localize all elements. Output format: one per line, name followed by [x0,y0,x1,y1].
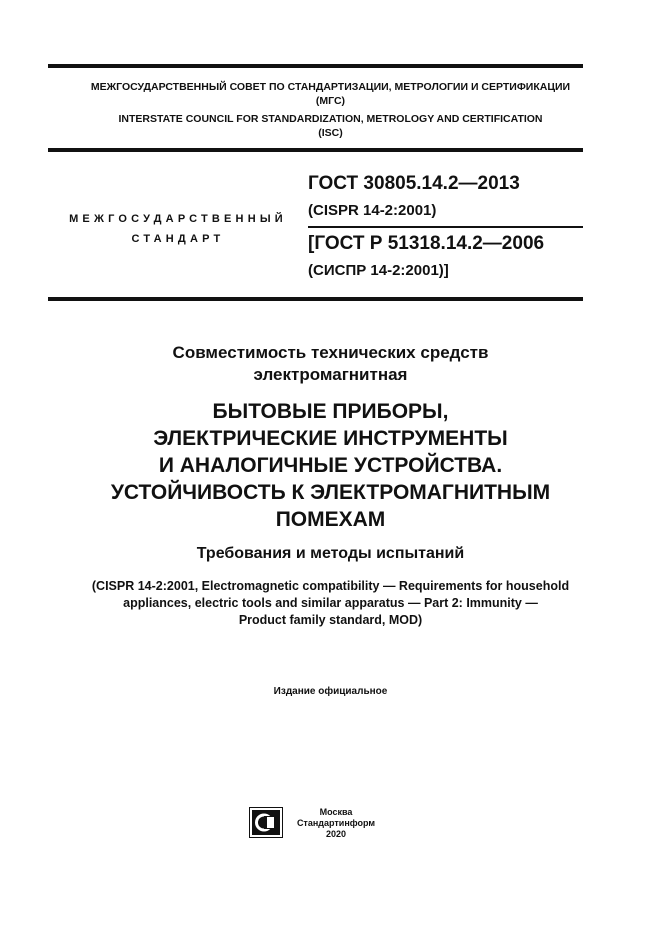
gost-r-number: [ГОСТ Р 51318.14.2—2006 [308,233,545,254]
publisher-name: Стандартинформ [296,818,376,828]
standard-type-line2: СТАНДАРТ [131,233,225,245]
english-title-line: appliances, electric tools and similar apparatus — Part 2: Immunity — [123,596,538,610]
top-rule [48,64,583,68]
standartinform-logo-icon [249,807,283,838]
cispr-ru-reference: (СИСПР 14-2:2001)] [308,262,449,279]
publication-year: 2020 [325,829,347,839]
cispr-reference: (CISPR 14-2:2001) [308,202,437,219]
edition-note: Издание официальное [273,686,388,697]
english-title-line: Product family standard, MOD) [238,613,423,627]
publisher-city: Москва [319,807,353,817]
subtitle-line: Совместимость технических средств [172,343,489,362]
council-name-en: INTERSTATE COUNCIL FOR STANDARDIZATION, METROLOGY AND CERTIFICATION [118,113,543,125]
designation-divider [308,226,583,228]
title-line: И АНАЛОГИЧНЫЕ УСТРОЙСТВА. [158,454,503,477]
document-subtitle [40,342,621,386]
english-title [30,578,631,629]
header-rule [48,148,583,152]
gost-number: ГОСТ 30805.14.2—2013 [308,173,520,194]
standard-type-line1: МЕЖГОСУДАРСТВЕННЫЙ [69,213,287,225]
english-title-line: (CISPR 14-2:2001, Electromagnetic compatibility — Requirements for household [91,579,570,593]
title-line: ПОМЕХАМ [275,508,386,531]
council-abbr-en: (ISC) [318,127,343,139]
title-line: УСТОЙЧИВОСТЬ К ЭЛЕКТРОМАГНИТНЫМ [110,481,551,504]
designation-rule [48,297,583,301]
subtitle-line: электромагнитная [253,365,408,384]
standard-type-label [58,209,298,249]
requirements-heading: Требования и методы испытаний [196,545,465,562]
council-abbr-ru: (МГС) [315,95,346,107]
title-line: БЫТОВЫЕ ПРИБОРЫ, [212,400,449,423]
title-line: ЭЛЕКТРИЧЕСКИЕ ИНСТРУМЕНТЫ [153,427,508,450]
council-name-ru: МЕЖГОСУДАРСТВЕННЫЙ СОВЕТ ПО СТАНДАРТИЗАЦИИ, МЕТРОЛОГИИ И СЕРТИФИКАЦИИ [90,81,571,93]
document-title [40,398,621,533]
